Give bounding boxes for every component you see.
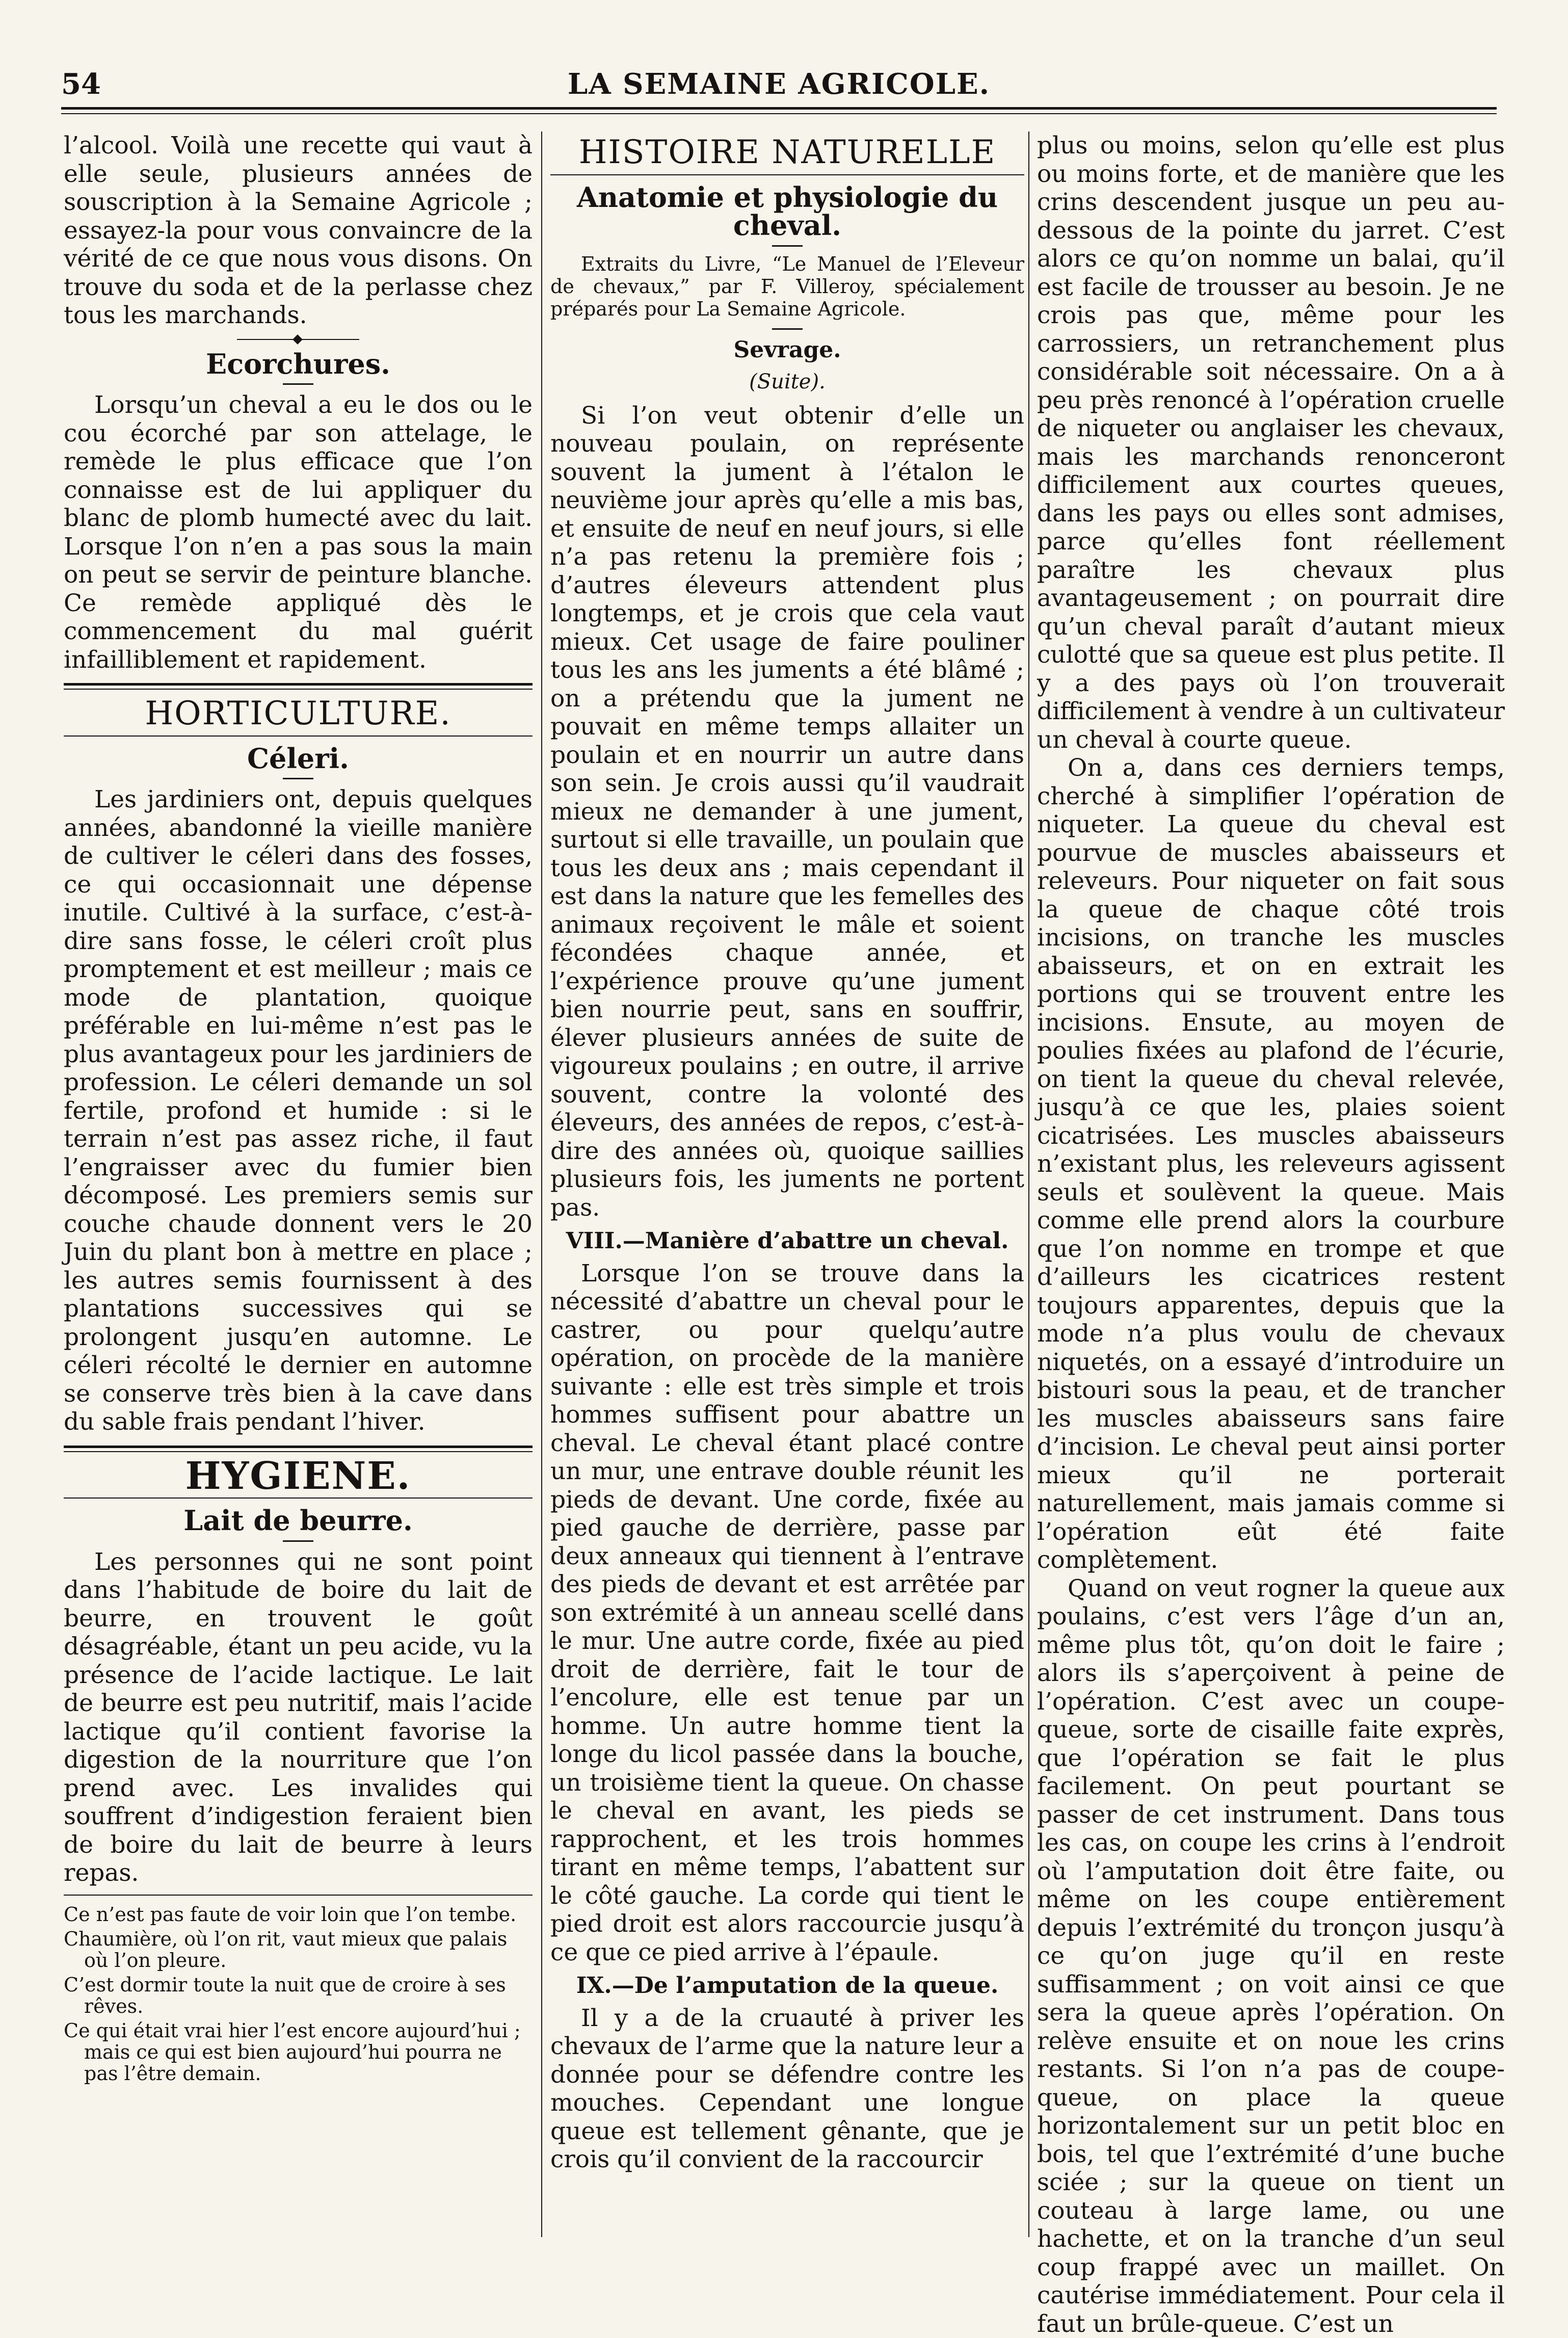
continued-label: (Suite). xyxy=(550,368,1024,397)
article-title-lait: Lait de beurre. xyxy=(64,1507,533,1535)
maxim: Chaumière, où l’on rit, vaut mieux que palais où l’on pleure. xyxy=(64,1928,533,1971)
subsection-title-sevrage: Sevrage. xyxy=(550,336,1024,364)
section-rule xyxy=(64,1446,533,1452)
header-rule xyxy=(61,107,1497,110)
article-paragraph: Les jardiniers ont, depuis quelques années, abandonné la vieille manière de cultiver le céleri dans des fosses, ce qui occasionnait une dépense inutile. Cultivé à la surface, c’est-à-dire sans fosse, le céleri croît plus promptement et est meilleur ; mais ce mode de plantation, quoique préférable en lui-même n’est pas le plus avantageux pour les jardiniers de profession. Le céleri demande un sol fertile, profond et humide : si le terrain n’est pas assez riche, il faut l’engraisser avec du fumier bien décomposé. Les premiers semis sur couche chaude donnent vers le 20 Juin du plant bon à mettre en place ; les autres semis fournissent à des plantations successives qui se prolongent jusqu’en automne. Le céleri récolté le dernier en automne se conserve très bien à la cave dans du sable frais pendant l’hiver. xyxy=(64,785,533,1436)
article-paragraph: plus ou moins, selon qu’elle est plus ou moins forte, et de manière que les crins descendent jusque un peu au-dessous de la pointe du jarret. C’est alors ce qu’on nomme un balai, qu’il est facile de trousser au besoin. Je ne crois pas que, même pour les carrossiers, un retranchement plus considérable soit nécessaire. On a à peu près renoncé à l’opération cruelle de niqueter ou anglaiser les chevaux, mais les marchands renonceront difficilement aux courtes queues, dans les pays ou elles sont admises, parce qu’elles font réellement paraître les chevaux plus avantageusement ; on pourrait dire qu’un cheval paraît d’autant mieux culotté que sa queue est plus petite. Il y a des pays où l’on trouverait difficilement à vendre à un cultivateur un cheval à courte queue. xyxy=(1037,132,1505,754)
section-rule-thin xyxy=(64,735,533,737)
article-paragraph: Lorsque l’on se trouve dans la nécessité d’abattre un cheval pour le castrer, ou pour quelqu’autre opération, on procède de la manière suivante : elle est très simple et trois hommes suffisent pour abattre un cheval. Le cheval étant placé contre un mur, une entrave double réunit les pieds de devant. Une corde, fixée au pied gauche de derrière, passe par deux anneaux qui tiennent à l’entrave des pieds de devant et est arrêtée par son extrémité à un anneau scellé dans le mur. Une autre corde, fixée au pied droit de derrière, fait le tour de l’encolure, elle est tenue par un homme. Un autre homme tient la longe du licol passée dans la bouche, un troisième tient la queue. On chasse le cheval en avant, les pieds se rapprochent, et les trois hommes tirant en même temps, l’abattent sur le côté gauche. La corde qui tient le pied droit est alors raccourcie jusqu’à ce que ce pied arrive à l’épaule. xyxy=(550,1259,1024,1967)
intro-paragraph: l’alcool. Voilà une recette qui vaut à elle seule, plusieurs années de souscription à la Semaine Agricole ; essayez-la pour vous convaincre de la vérité de ce que nous vous disons. On trouve du soda et de la perlasse chez tous les marchands. xyxy=(64,132,533,330)
section-title-horticulture: HORTICULTURE. xyxy=(64,700,533,728)
article-title-ecorchures: Ecorchures. xyxy=(64,350,533,379)
article-paragraph: Quand on veut rogner la queue aux poulains, c’est vers l’âge d’un an, même plus tôt, qu’on doit le faire ; alors ils s’aperçoivent à peine de l’opération. C’est avec un coupe-queue, sorte de cisaille faite exprès, que l’opération se fait le plus facilement. On peut pourtant se passer de cet instrument. Dans tous les cas, on coupe les crins à l’endroit où l’amputation doit être faite, ou même on les coupe entièrement depuis l’extrémité du tronçon jusqu’à ce qu’on juge qu’il en reste suffisamment ; on voit ainsi ce que sera la queue après l’opération. On relève ensuite et on noue les crins restants. Si l’on n’a pas de coupe-queue, on place la queue horizontalement sur un petit bloc en bois, tel que l’extrémité d’une buche sciée ; sur la queue on tient un couteau à large lame, ou une hachette, et on la tranche d’un seul coup frappé avec un maillet. On cautérise immédiatement. Pour cela il faut un brûle-queue. C’est un xyxy=(1037,1574,1505,2338)
maxims-rule xyxy=(64,1895,533,1896)
section-title-hygiene: HYGIENE. xyxy=(64,1462,533,1491)
article-paragraph: Les personnes qui ne sont point dans l’habitude de boire du lait de beurre, en trouvent le goût désagréable, étant un peu acide, vu la présence de l’acide lactique. Le lait de beurre est peu nutritif, mais l’acide lactique qu’il contient favorise la digestion de la nourriture que l’on prend avec. Les invalides qui souffrent d’indigestion feraient bien de boire du lait de beurre à leurs repas. xyxy=(64,1548,533,1887)
column-2 xyxy=(550,132,1024,2247)
dash-divider xyxy=(283,1540,313,1542)
header-rule-thin xyxy=(61,113,1497,114)
article-title-celeri: Céleri. xyxy=(64,745,533,773)
article-paragraph: Il y a de la cruauté à priver les chevaux de l’arme que la nature leur a donnée pour se défendre contre les mouches. Cependant une longue queue est tellement gênante, que je crois qu’il convient de la raccourcir xyxy=(550,2004,1024,2174)
section-rule xyxy=(64,683,533,690)
dash-divider xyxy=(283,383,313,385)
column-divider xyxy=(1028,132,1029,2237)
article-title-anatomie: Anatomie et physiologie du cheval. xyxy=(550,183,1024,240)
maxim: Ce qui était vrai hier l’est encore aujourd’hui ; mais ce qui est bien aujourd’hui pourra ne pas l’être demain. xyxy=(64,2020,533,2084)
page-number: 54 xyxy=(61,67,101,101)
ornament-divider xyxy=(237,339,359,340)
dash-divider xyxy=(772,245,803,247)
article-paragraph: Lorsqu’un cheval a eu le dos ou le cou écorché par son attelage, le remède le plus efficace que l’on connaisse est de lui appliquer du blanc de plomb humecté avec du lait. Lorsque l’on n’en a pas sous la main on peut se servir de peinture blanche. Ce remède appliqué dès le commencement du mal guérit infailliblement et rapidement. xyxy=(64,391,533,674)
journal-title: LA SEMAINE AGRICOLE. xyxy=(61,67,1497,101)
dash-divider xyxy=(772,328,803,330)
dash-divider xyxy=(283,778,313,779)
section-rule-thin xyxy=(550,174,1024,175)
section-title-histoire-naturelle: HISTOIRE NATURELLE xyxy=(550,139,1024,167)
subsection-title-ix: IX.—De l’amputation de la queue. xyxy=(550,1972,1024,2000)
page-header xyxy=(61,61,1497,107)
column-1 xyxy=(64,132,533,2247)
maxims-list xyxy=(64,1904,533,2084)
article-paragraph: On a, dans ces derniers temps, cherché à simplifier l’opération de niqueter. La queue du cheval est pourvue de muscles abaisseurs et releveurs. Pour niqueter on fait sous la queue de chaque côté trois incisions, on tranche les muscles abaisseurs, et on en extrait les portions qui se trouvent entre les incisions. Ensute, au moyen de poulies fixées au plafond de l’écurie, on tient la queue du cheval relevée, jusqu’à ce que les, plaies soient cicatrisées. Les muscles abaisseurs n’existant plus, les releveurs agissent seuls et soulèvent la queue. Mais comme elle prend alors la courbure que l’on nomme en trompe et que d’ailleurs les cicatrices restent toujours apparentes, depuis que la mode n’a plus voulu de chevaux niquetés, on a essayé d’introduire un bistouri sous la peau, et de trancher les muscles abaisseurs sans faire d’incision. Le cheval peut ainsi porter mieux qu’il ne porterait naturellement, mais jamais comme si l’opération eût été faite complètement. xyxy=(1037,754,1505,1574)
subsection-title-viii: VIII.—Manière d’abattre un cheval. xyxy=(550,1227,1024,1255)
maxim: C’est dormir toute la nuit que de croire à ses rêves. xyxy=(64,1974,533,2017)
article-credit: Extraits du Livre, “Le Manuel de l’Eleveur de chevaux,” par F. Villeroy, spécialement préparés pour La Semaine Agricole. xyxy=(550,253,1024,320)
maxim: Ce n’est pas faute de voir loin que l’on tembe. xyxy=(64,1904,533,1925)
column-divider xyxy=(541,132,542,2237)
article-paragraph: Si l’on veut obtenir d’elle un nouveau poulain, on représente souvent la jument à l’étalon le neuvième jour après qu’elle a mis bas, et ensuite de neuf en neuf jours, si elle n’a pas retenu la première fois ; d’autres éleveurs attendent plus longtemps, et je crois que cela vaut mieux. Cet usage de faire pouliner tous les ans les juments a été blâmé ; on a prétendu que la jument ne pouvait en même temps allaiter un poulain et en nourrir un autre dans son sein. Je crois aussi qu’il vaudrait mieux ne demander à une jument, surtout si elle travaille, un poulain que tous les deux ans ; mais cependant il est dans la nature que les femelles des animaux reçoivent le mâle et soient fécondées chaque année, et l’expérience prouve qu’une jument bien nourrie peut, sans en souffrir, élever plusieurs années de suite de vigoureux poulains ; en outre, il arrive souvent, contre la volonté des éleveurs, des années de repos, c’est-à-dire des années où, quoique saillies plusieurs fois, les juments ne portent pas. xyxy=(550,402,1024,1222)
column-3 xyxy=(1037,132,1505,2247)
